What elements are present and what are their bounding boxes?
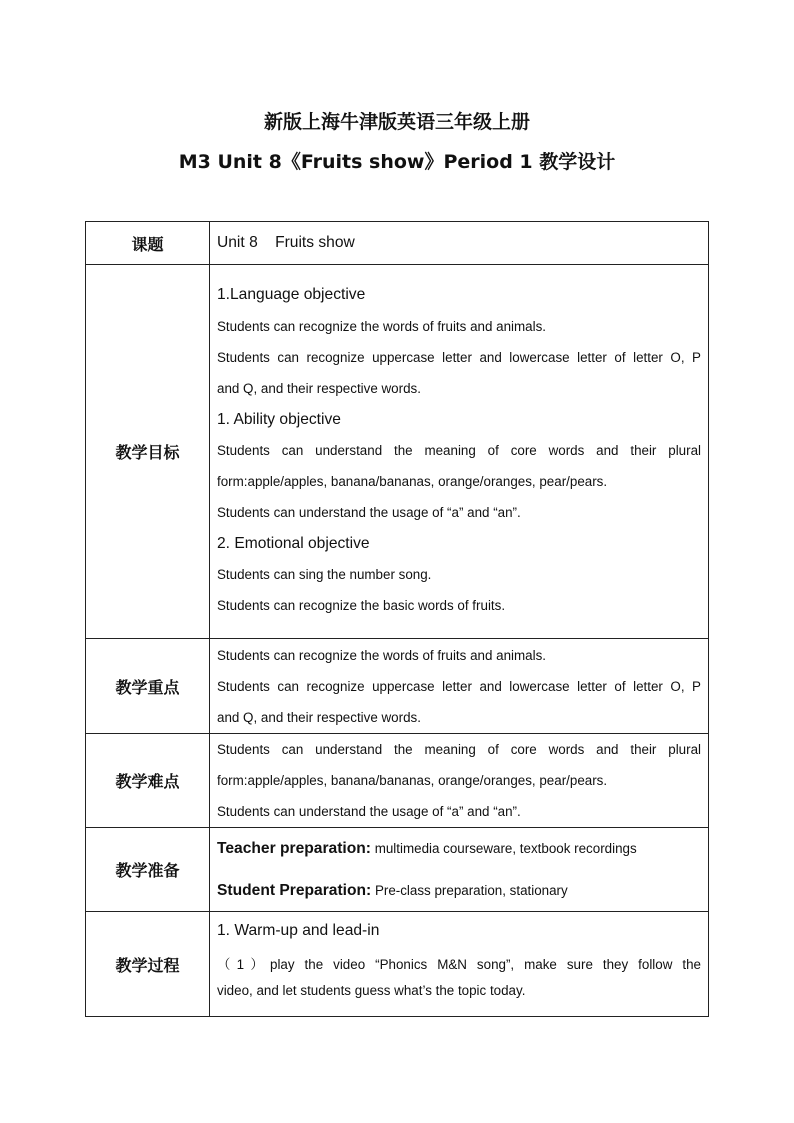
ability-objective-heading: 1. Ability objective [217,410,341,428]
lesson-plan-table [85,221,709,1017]
difficulty-line: Students can understand the usage of “a” and “an”. [217,804,521,819]
student-preparation [217,881,701,901]
key-point-line: Students can recognize the words of fruits and animals. [217,647,546,663]
key-point-line: Students can recognize uppercase letter and lowercase letter of letter O, P [217,678,701,694]
difficulty-line: Students can understand the meaning of core words and their plural [217,742,701,757]
student-preparation-value: Pre-class preparation, stationary [371,882,568,898]
label-topic: 课题 [86,222,210,265]
objective-line: Students can understand the usage of “a” and “an”. [217,504,521,520]
teacher-preparation-label: Teacher preparation: [217,839,371,857]
process-line: （1）play the video “Phonics M&N song”, make sure they follow the [217,957,701,972]
process-content [210,912,709,1017]
difficulties-content [210,734,709,828]
row-process [86,912,709,1017]
label-objectives: 教学目标 [86,265,210,639]
row-topic [86,222,709,265]
objective-line: Students can recognize the basic words of fruits. [217,597,506,613]
label-preparation: 教学准备 [86,828,210,912]
student-preparation-label: Student Preparation: [217,881,372,899]
key-point-line: and Q, and their respective words. [217,709,421,725]
objective-line: Students can recognize the words of fruits and animals. [217,318,546,334]
objective-line: Students can sing the number song. [217,566,432,582]
label-difficulties: 教学难点 [86,734,210,828]
objectives-content [210,265,709,639]
label-process: 教学过程 [86,912,210,1017]
objective-line: and Q, and their respective words. [217,380,421,396]
teacher-preparation [217,839,701,859]
topic-text: Unit 8 Fruits show [217,234,355,251]
row-difficulties [86,734,709,828]
objective-line: Students can recognize uppercase letter and lowercase letter of letter O, P [217,349,701,365]
preparation-content [210,828,709,912]
label-key-points: 教学重点 [86,639,210,734]
objective-line: form:apple/apples, banana/bananas, orange/oranges, pear/pears. [217,473,608,489]
process-line: video, and let students guess what’s the topic today. [217,983,526,998]
document-subtitle: M3 Unit 8《Fruits show》Period 1 教学设计 [178,151,616,173]
objective-line: Students can understand the meaning of core words and their plural [217,442,701,458]
row-preparation [86,828,709,912]
key-points-content [210,639,709,734]
topic-value [210,222,709,265]
row-key-points [86,639,709,734]
row-objectives [86,265,709,639]
difficulty-line: form:apple/apples, banana/bananas, orange/oranges, pear/pears. [217,773,608,788]
emotional-objective-heading: 2. Emotional objective [217,534,370,552]
warm-up-heading: 1. Warm-up and lead-in [217,922,380,939]
language-objective-heading: 1.Language objective [217,285,366,303]
teacher-preparation-value: multimedia courseware, textbook recordings [370,840,637,856]
document-title: 新版上海牛津版英语三年级上册 [263,111,530,133]
